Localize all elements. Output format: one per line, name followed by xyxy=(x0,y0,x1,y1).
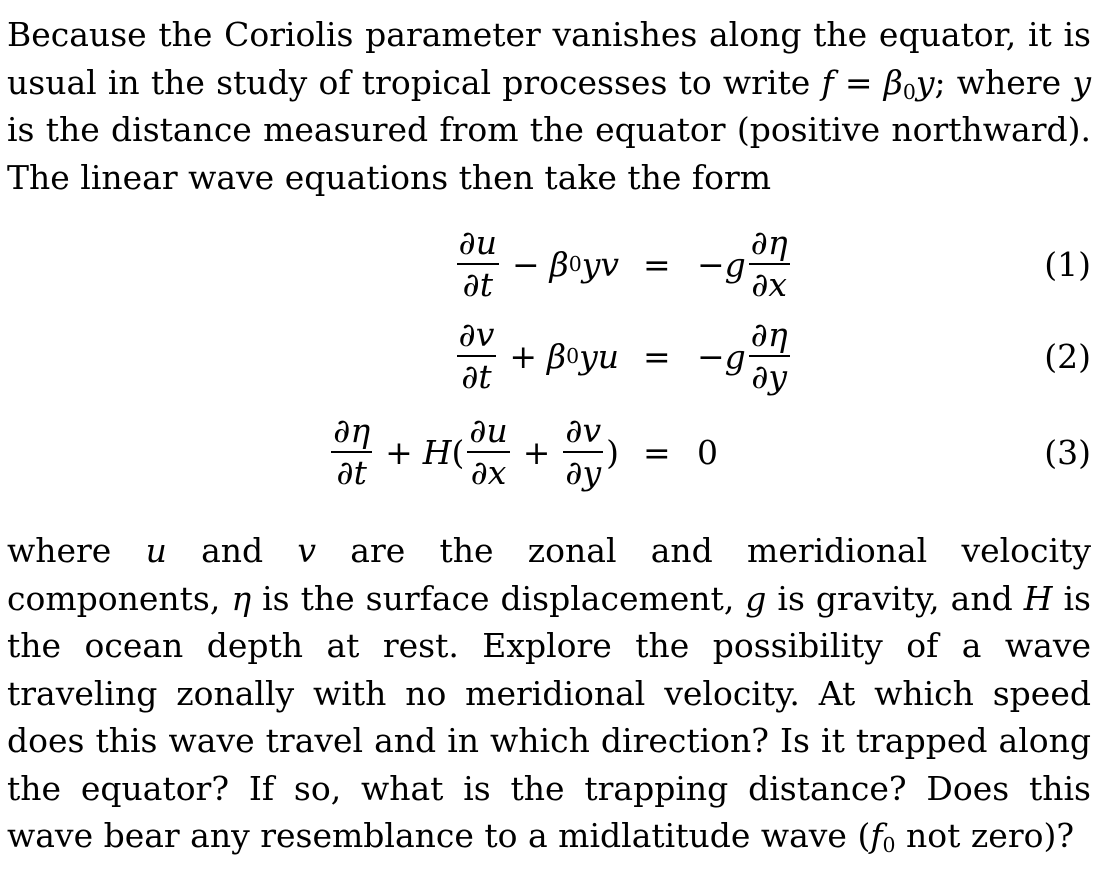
fraction-denominator: ∂y xyxy=(751,356,788,396)
question-text-3: are the zonal and meridional velocity components, xyxy=(7,531,1091,618)
fraction-dv-dt xyxy=(457,315,497,397)
fraction-du-dt xyxy=(457,223,499,305)
fraction-denominator: ∂x xyxy=(470,452,507,492)
var-f: f xyxy=(821,62,834,102)
equation-2-rhs xyxy=(697,310,793,402)
question-text-6: is the ocean depth at rest. Explore the possibility of a wave traveling zonally with no meridional velocity. At which speed does this wave travel and in which direction? Is it trapped along the equator? If so, what is the trapping distance? Does this wave bear any resemblance to a midlatitude wave ( xyxy=(7,578,1091,855)
var-H: H xyxy=(422,432,452,472)
var-y-2: y xyxy=(1072,62,1091,102)
fraction-numerator: ∂v xyxy=(458,315,495,355)
equation-number-1: (1) xyxy=(1044,244,1091,284)
fraction-du-dx xyxy=(467,411,509,493)
operator: + xyxy=(385,432,413,472)
var-H: H xyxy=(1023,578,1053,618)
fraction-numerator: ∂v xyxy=(565,411,602,451)
var-beta: β xyxy=(549,244,569,284)
var-y: y xyxy=(915,62,935,102)
open-paren: ( xyxy=(451,432,465,472)
fraction-deta-dx xyxy=(749,223,790,305)
question-text-1: where xyxy=(7,531,146,570)
equals-sign: = xyxy=(643,432,671,472)
fraction-denominator: ∂t xyxy=(336,452,367,492)
fraction-denominator: ∂x xyxy=(751,264,788,304)
question-text-4: is the surface displacement, xyxy=(251,578,746,618)
equals-sign: = xyxy=(643,336,671,376)
question-paragraph xyxy=(7,527,1091,860)
equation-3-lhs xyxy=(328,406,619,498)
operator: + xyxy=(509,336,537,376)
subscript-zero: 0 xyxy=(902,79,916,104)
fraction-numerator: ∂η xyxy=(750,223,788,263)
var-beta: β xyxy=(547,336,567,376)
intro-text-1: Because the Coriolis parameter vanishes along the equator, it is usual in the study of tropical processes to write xyxy=(7,15,1091,102)
page xyxy=(7,0,1091,858)
fraction-deta-dy xyxy=(749,315,790,397)
operator: − xyxy=(511,244,540,284)
term-minus-g: −g xyxy=(697,244,746,284)
equation-3 xyxy=(7,406,1091,498)
equation-1-lhs: $\frac{\partial u}{\partial t}$ − β 0 yv xyxy=(458,223,619,304)
fraction-denominator: ∂t xyxy=(461,356,492,396)
fraction-denominator: ∂t xyxy=(462,264,493,304)
intro-paragraph xyxy=(7,0,1091,201)
equation-2-lhs: $\frac{\partial v}{\partial t}$ + β 0 yu xyxy=(458,315,619,396)
equation-block xyxy=(7,218,1091,503)
term-yu: yu xyxy=(579,336,619,376)
close-paren: ) xyxy=(606,432,619,472)
var-v: v xyxy=(297,531,317,570)
question-text-7: not zero)? xyxy=(895,816,1075,855)
equation-number-3: (3) xyxy=(1044,432,1091,472)
fraction-numerator: ∂η xyxy=(750,315,788,355)
equation-3-rhs xyxy=(697,406,718,498)
operator: + xyxy=(522,432,551,472)
intro-text-2: ; where xyxy=(934,62,1073,102)
intro-text-3: is the distance measured from the equator (positive northward). The linear wave equations then take the form xyxy=(7,110,1091,197)
fraction-deta-dt xyxy=(331,411,372,493)
equals-sign: = xyxy=(643,244,671,284)
question-text-2: and xyxy=(166,531,298,570)
fraction-dv-dy xyxy=(563,411,603,493)
equation-1-rhs xyxy=(697,218,793,310)
fraction-numerator: ∂u xyxy=(469,411,508,451)
var-eta: η xyxy=(231,578,252,618)
var-g: g xyxy=(745,578,767,618)
term-yv: yv xyxy=(581,244,619,284)
term-minus-g: −g xyxy=(697,336,746,376)
rhs-zero: 0 xyxy=(697,432,718,472)
var-u: u xyxy=(145,531,167,570)
equation-number-2: (2) xyxy=(1044,336,1091,376)
fraction-numerator: ∂η xyxy=(333,411,371,451)
equation-1 xyxy=(7,218,1091,310)
fraction-denominator: ∂y xyxy=(565,452,602,492)
var-beta: β xyxy=(883,62,903,102)
question-text-5: is gravity, and xyxy=(766,578,1024,618)
subscript-zero: 0 xyxy=(882,833,896,858)
fraction-numerator: ∂u xyxy=(458,223,497,263)
equals-sign: = xyxy=(833,62,884,102)
var-f: f xyxy=(870,816,883,855)
equation-2 xyxy=(7,310,1091,402)
